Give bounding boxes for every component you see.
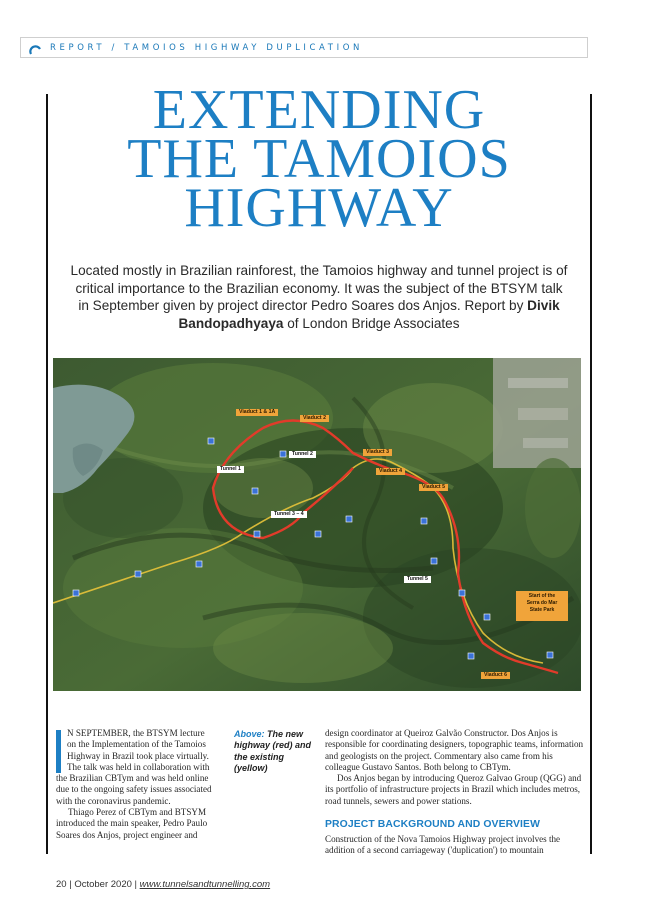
issue-date: October 2020 [74, 879, 132, 890]
title-line-3: HIGHWAY [184, 177, 454, 239]
byline-suffix: of London Bridge Associates [283, 315, 460, 331]
label-tunnel-3-4: Tunnel 3 – 4 [271, 511, 307, 518]
byline-author: Divik Bandopadhyaya [178, 298, 560, 331]
footer-separator-1: | [66, 879, 75, 890]
label-tunnel-5: Tunnel 5 [404, 576, 431, 583]
body-paragraph-3: design coordinator at Queiroz Galvão Constructor. Dos Anjos is responsible for coordinating designers, topographic teams, information and geologists on the project. Commentary also came from his colleague Gustavo Santos. Both belong to CBTym. [325, 728, 584, 772]
label-viaduct-1-1a: Viaduct 1 & 1A [236, 409, 278, 416]
arc-logo-icon [29, 42, 41, 54]
body-paragraph-1 [56, 728, 216, 807]
drop-cap-bar [56, 730, 61, 773]
standfirst-text: Located mostly in Brazilian rainforest, the Tamoios highway and tunnel project is of critical importance to the Brazilian economy. It was the subject of the BTSYM talk in September given by project director Pedro Soares dos Anjos. [70, 263, 568, 313]
label-viaduct-6: Viaduct 6 [481, 672, 510, 679]
body-column-1 [56, 728, 216, 841]
section-subhead: PROJECT BACKGROUND AND OVERVIEW [325, 819, 540, 830]
figure-caption [234, 729, 314, 775]
standfirst [70, 262, 568, 332]
park-line-3: State Park [529, 607, 555, 613]
label-viaduct-2: Viaduct 2 [300, 415, 329, 422]
aerial-route-map [53, 358, 581, 691]
article-title [48, 79, 590, 239]
label-tunnel-2: Tunnel 2 [289, 451, 316, 458]
label-viaduct-3: Viaduct 3 [363, 449, 392, 456]
title-line-1: EXTENDING [152, 79, 486, 141]
body-paragraph-5: Construction of the Nova Tamoios Highway project involves the addition of a second carriageway ('duplication') to mountain [325, 834, 561, 856]
body-paragraph-1-text: N SEPTEMBER, the BTSYM lecture on the Implementation of the Tamoios Highway in Brazil took place virtually. The talk was held in collaboration with the Brazilian CBTym and was held online due to the ongoing safety issues associated with the coronavirus pandemic. [56, 728, 212, 806]
caption-text: The new highway (red) and the existing (yellow) [234, 729, 312, 774]
byline-prefix: Report by [464, 298, 528, 313]
park-line-2: Serra do Mar [526, 600, 558, 606]
label-viaduct-4: Viaduct 4 [376, 468, 405, 475]
running-head: REPORT / TAMOIOS HIGHWAY DUPLICATION [50, 42, 363, 53]
right-column-rule [590, 94, 592, 854]
page-footer [56, 879, 270, 890]
footer-separator-2: | [131, 879, 140, 890]
label-viaduct-5: Viaduct 5 [419, 484, 448, 491]
running-head-bar [20, 37, 588, 58]
website-link[interactable]: www.tunnelsandtunnelling.com [139, 879, 271, 890]
label-state-park [516, 591, 568, 621]
body-column-3 [325, 728, 588, 807]
body-paragraph-2: Thiago Perez of CBTym and BTSYM introduced the main speaker, Pedro Paulo Soares dos Anjos, project engineer and [56, 807, 208, 840]
body-column-3-continued [325, 834, 588, 857]
caption-lead: Above: [234, 729, 265, 739]
title-line-2: THE TAMOIOS [127, 128, 511, 190]
page-number: 20 [56, 879, 67, 890]
aerial-map-graphic [53, 358, 581, 691]
label-tunnel-1: Tunnel 1 [217, 466, 244, 473]
park-line-1: Start of the [528, 593, 556, 599]
body-paragraph-4: Dos Anjos began by introducing Queroz Galvao Group (QGG) and its portfolio of infrastructure projects in Brazil which includes metros, road tunnels, sewers and power stations. [325, 773, 582, 806]
